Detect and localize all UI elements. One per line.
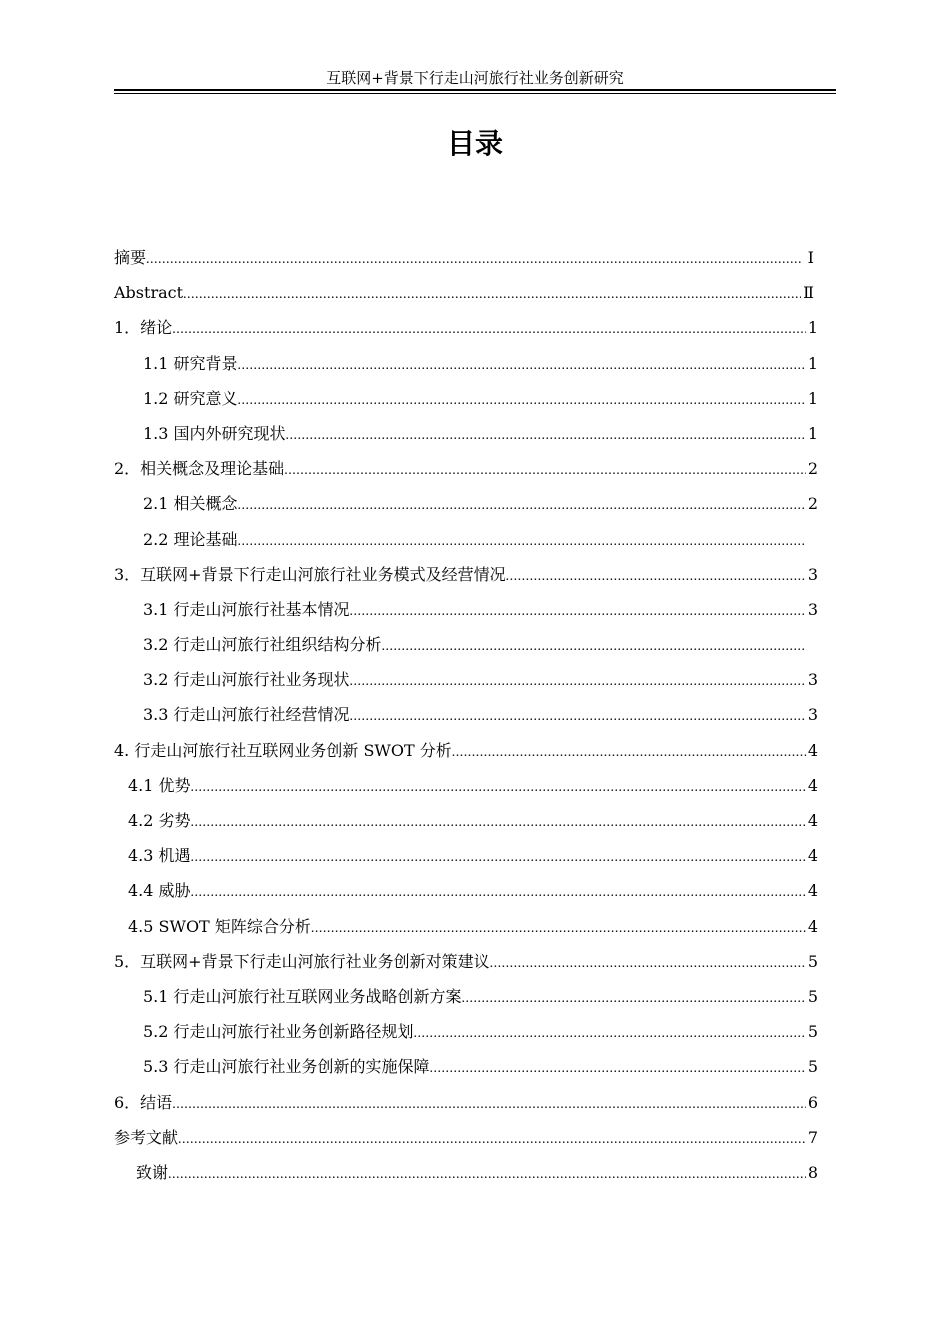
toc-entry-page: 4	[807, 811, 818, 830]
toc-leader	[452, 735, 806, 770]
toc-entry-page: 3	[807, 599, 818, 619]
toc-leader	[350, 699, 806, 734]
toc-entry-4-4[interactable]	[114, 873, 818, 908]
toc-entry-1-1[interactable]	[114, 346, 818, 381]
toc-entry-text: 1.3 国内外研究现状	[143, 423, 286, 443]
toc-entry-ch6[interactable]	[114, 1085, 818, 1120]
toc-entry-text: 4.1 优势	[128, 775, 191, 795]
toc-entry-4-1[interactable]	[114, 768, 818, 803]
toc-leader	[238, 488, 806, 523]
toc-entry-ch5[interactable]	[114, 944, 818, 979]
toc-leader	[238, 383, 806, 418]
toc-entry-text: 2.1 相关概念	[143, 494, 238, 514]
toc-entry-page: 5	[807, 986, 818, 1006]
toc-entry-ch3[interactable]	[114, 557, 818, 592]
toc-entry-2-2[interactable]	[114, 522, 818, 557]
toc-entry-text: 3．互联网+背景下行走山河旅行社业务模式及经营情况	[114, 564, 506, 584]
toc-entry-page: 7	[807, 1127, 818, 1147]
toc-leader	[191, 770, 806, 805]
toc-entry-page: 4	[807, 740, 818, 760]
toc-entry-4-5[interactable]	[114, 909, 818, 944]
toc-leader	[172, 312, 806, 347]
toc-entry-page: 8	[807, 1162, 818, 1182]
toc-entry-text: 2.2 理论基础	[143, 529, 238, 549]
toc-entry-page: 3	[807, 670, 818, 690]
toc-entry-page: 5	[807, 951, 818, 971]
toc-leader	[462, 981, 806, 1016]
toc-entry-page: 3	[807, 564, 818, 584]
toc-entry-3-3[interactable]	[114, 697, 818, 732]
toc-entry-references[interactable]	[114, 1120, 818, 1155]
toc-entry-text: 6．结语	[114, 1092, 173, 1112]
toc-leader	[172, 1087, 806, 1122]
toc-leader	[238, 524, 806, 559]
toc-entry-page: 1	[807, 388, 818, 408]
toc-leader	[191, 840, 806, 875]
toc-entry-page: 2	[807, 459, 818, 479]
toc-entry-text: 1．绪论	[114, 318, 173, 338]
toc-entry-5-2[interactable]	[114, 1014, 818, 1049]
table-of-contents	[114, 240, 818, 1190]
toc-entry-3-2b[interactable]	[114, 662, 818, 697]
header-rule-thin	[114, 93, 836, 94]
toc-entry-text: 1.2 研究意义	[143, 388, 238, 408]
toc-entry-1-2[interactable]	[114, 381, 818, 416]
toc-entry-text: Abstract	[114, 283, 184, 303]
toc-leader	[146, 242, 802, 277]
toc-leader	[430, 1051, 806, 1086]
toc-entry-acknowledgements[interactable]	[114, 1155, 818, 1190]
toc-entry-text: 4.3 机遇	[128, 846, 191, 866]
toc-entry-page: 1	[807, 353, 818, 373]
toc-title: 目录	[446, 127, 503, 160]
toc-leader	[414, 1016, 806, 1051]
toc-entry-page: 4	[807, 881, 818, 901]
toc-entry-3-1[interactable]	[114, 592, 818, 627]
toc-entry-page: 2	[807, 494, 818, 514]
toc-leader	[191, 875, 806, 910]
toc-entry-text: 致谢	[136, 1162, 169, 1182]
toc-entry-text: 3.2 行走山河旅行社业务现状	[143, 670, 350, 690]
toc-entry-page: 4	[807, 846, 818, 866]
toc-entry-ch2[interactable]	[114, 451, 818, 486]
toc-entry-4-3[interactable]	[114, 838, 818, 873]
toc-entry-text: 参考文献	[114, 1127, 179, 1147]
toc-entry-text: 3.1 行走山河旅行社基本情况	[143, 599, 350, 619]
toc-entry-4-2[interactable]	[114, 803, 818, 838]
toc-entry-page: 1	[807, 423, 818, 443]
toc-entry-text: 5.3 行走山河旅行社业务创新的实施保障	[143, 1057, 430, 1077]
toc-entry-page: 4	[807, 775, 818, 795]
toc-entry-text: 3.2 行走山河旅行社组织结构分析	[143, 635, 382, 655]
toc-entry-text: 3.3 行走山河旅行社经营情况	[143, 705, 350, 725]
toc-entry-5-3[interactable]	[114, 1049, 818, 1084]
toc-entry-text: 4.5 SWOT 矩阵综合分析	[128, 916, 311, 936]
toc-entry-page: Ⅱ	[803, 283, 814, 303]
toc-entry-ch1[interactable]	[114, 310, 818, 345]
toc-leader	[238, 348, 806, 383]
toc-leader	[286, 418, 806, 453]
toc-entry-page: 5	[807, 1022, 818, 1042]
toc-entry-text: 5．互联网+背景下行走山河旅行社业务创新对策建议	[114, 951, 490, 971]
toc-entry-page: Ⅰ	[807, 248, 814, 267]
toc-entry-1-3[interactable]	[114, 416, 818, 451]
toc-leader	[506, 559, 806, 594]
toc-leader	[183, 277, 801, 312]
toc-entry-page: 6	[807, 1092, 818, 1112]
header-rule	[114, 89, 836, 91]
toc-leader	[178, 1122, 806, 1157]
toc-entry-page: 5	[807, 1057, 818, 1077]
toc-entry-text: 2．相关概念及理论基础	[114, 459, 285, 479]
toc-entry-text: 5.1 行走山河旅行社互联网业务战略创新方案	[143, 986, 462, 1006]
toc-entry-page: 1	[807, 318, 818, 338]
toc-entry-ch4[interactable]	[114, 733, 818, 768]
toc-entry-text: 4.4 威胁	[128, 881, 191, 901]
toc-entry-abstract-cn[interactable]	[114, 240, 818, 275]
toc-entry-text: 4.2 劣势	[128, 811, 191, 830]
toc-leader	[382, 629, 806, 664]
toc-entry-2-1[interactable]	[114, 486, 818, 521]
toc-entry-abstract-en[interactable]	[114, 275, 818, 310]
toc-entry-text: 4. 行走山河旅行社互联网业务创新 SWOT 分析	[114, 740, 452, 760]
toc-leader	[284, 453, 806, 488]
toc-entry-text: 摘要	[114, 248, 147, 267]
running-header: 互联网+背景下行走山河旅行社业务创新研究	[326, 69, 624, 87]
toc-entry-5-1[interactable]	[114, 979, 818, 1014]
toc-entry-page: 4	[807, 916, 818, 936]
toc-leader	[311, 911, 806, 946]
toc-leader	[350, 594, 806, 629]
toc-entry-page: 3	[807, 705, 818, 725]
toc-entry-text: 5.2 行走山河旅行社业务创新路径规划	[143, 1022, 414, 1042]
toc-leader	[490, 946, 806, 981]
toc-leader	[191, 805, 806, 840]
toc-entry-3-2a[interactable]	[114, 627, 818, 662]
toc-entry-text: 1.1 研究背景	[143, 353, 238, 373]
toc-leader	[168, 1157, 806, 1192]
toc-leader	[350, 664, 806, 699]
